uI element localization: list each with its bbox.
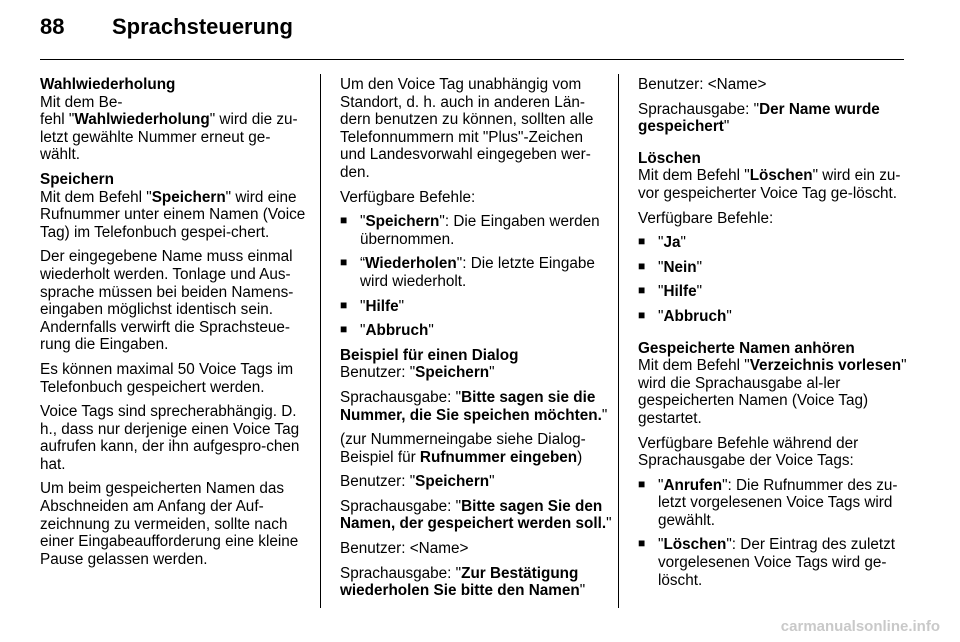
- dialog-line: Sprachausgabe: "Der Name wurde gespeichert": [638, 100, 880, 136]
- command-list: [638, 234, 910, 325]
- list-item: ■ "Abbruch": [638, 308, 910, 326]
- commands-label: Verfügbare Befehle:: [340, 188, 476, 206]
- command-list: [340, 213, 612, 340]
- command: Speichern: [365, 213, 440, 231]
- text: Mit dem Be-: [40, 93, 123, 111]
- prompt: Der Name wurde gespeichert: [638, 100, 880, 136]
- command: Nein: [663, 258, 697, 276]
- column-divider-2: [618, 74, 619, 608]
- dialog-example: Beispiel für einen Dialog Benutzer: "Speichern": [340, 347, 612, 382]
- paragraph: Um den Voice Tag unabhängig vom Standort, d. h. auch in anderen Län-dern benutzen zu können, sollten alle Telefonnummern mit "Plus"-Zeichen und Landesvorwahl eingegeben wer-den.: [340, 76, 594, 181]
- section-loeschen: Löschen Mit dem Befehl "Löschen" wird ein zu-vor gespeicherter Voice Tag ge-löscht.: [638, 150, 910, 203]
- section-anhoeren: Gespeicherte Namen anhören Mit dem Befehl "Verzeichnis vorlesen" wird die Sprachausgabe al-ler gespeicherten Namen (Voice Tag) gestartet.: [638, 340, 910, 428]
- command: Hilfe: [365, 297, 399, 315]
- command: Wahlwiederholung: [74, 111, 210, 129]
- command: Hilfe: [663, 283, 697, 301]
- section-wahlwiederholung: [40, 76, 312, 164]
- dialog-line: Sprachausgabe: "Bitte sagen sie die Nummer, die Sie speichen möchten.": [340, 388, 608, 424]
- dialog-line: Benutzer: "Speichern": [340, 473, 495, 491]
- paragraph: Es können maximal 50 Voice Tags im Telefonbuch gespeichert werden.: [40, 360, 294, 396]
- command: Speichern: [415, 473, 490, 491]
- paragraph: Um beim gespeicherten Namen das Abschneiden am Anfang der Auf-zeichnung zu vermeiden, sollte nach einer Eingabeaufforderung eine kleine Pause gelassen werden.: [40, 480, 299, 568]
- list-item: ■ "Speichern": Die Eingaben werden übernommen.: [340, 213, 612, 248]
- command: Speichern: [151, 188, 226, 206]
- commands-label: Verfügbare Befehle während der Sprachausgabe der Voice Tags:: [638, 434, 859, 470]
- list-item: ■ “Wiederholen": Die letzte Eingabe wird wiederholt.: [340, 255, 612, 290]
- column-2: [340, 76, 612, 607]
- list-item: ■ "Anrufen": Die Rufnummer des zu-letzt vorgelesenen Voice Tags wird gewählt.: [638, 477, 910, 530]
- column-divider-1: [320, 74, 321, 608]
- command: Abbruch: [365, 322, 429, 340]
- command: Abbruch: [663, 307, 727, 325]
- paragraph: Der eingegebene Name muss einmal wiederholt werden. Tonlage und Aus-sprache müssen bei beiden Namens-eingaben möglichst identisch sein. Andernfalls verwirft die Sprachsteue-rung die Eingaben.: [40, 248, 294, 354]
- command: Speichern: [415, 364, 490, 382]
- prompt: Bitte sagen sie die Nummer, die Sie speichen möchten.: [340, 388, 602, 424]
- dialog-line: Sprachausgabe: "Bitte sagen Sie den Namen, der gespeichert werden soll.": [340, 497, 612, 533]
- text: Mit dem Befehl ": [40, 188, 152, 206]
- list-item: ■ "Hilfe": [340, 298, 612, 316]
- paragraph: Voice Tags sind sprecherabhängig. D. h., dass nur derjenige einen Voice Tag aufrufen kann, der ihn aufgespro-chen hat.: [40, 403, 300, 473]
- page-header: [40, 14, 293, 40]
- command: Ja: [663, 234, 681, 252]
- command: Anrufen: [663, 476, 723, 494]
- list-item: ■ "Ja": [638, 234, 910, 252]
- page-number: 88: [40, 14, 65, 39]
- prompt: Zur Bestätigung wiederholen Sie bitte den Namen: [340, 564, 580, 600]
- heading-loeschen: Löschen: [638, 149, 701, 167]
- dialog-line: Benutzer: <Name>: [638, 76, 767, 93]
- list-item: ■ "Abbruch": [340, 322, 612, 340]
- list-item: ■ "Nein": [638, 259, 910, 277]
- list-item: ■ "Löschen": Der Eintrag des zuletzt vorgelesenen Voice Tags wird ge-löscht.: [638, 536, 910, 589]
- command-list: [638, 477, 910, 590]
- text: " wird die zu-: [209, 111, 298, 129]
- dialog-line: (zur Nummerneingabe siehe Dialog-Beispiel für Rufnummer eingeben): [340, 431, 586, 466]
- column-3: [638, 76, 910, 596]
- list-item: ■ "Hilfe": [638, 283, 910, 301]
- prompt: Bitte sagen Sie den Namen, der gespeichert werden soll.: [340, 497, 607, 533]
- text: " wird eine Rufnummer unter einem Namen (Voice Tag) im Telefonbuch gespei-chert.: [40, 188, 306, 241]
- watermark: carmanualsonline.info: [780, 618, 940, 635]
- dialog-line: Sprachausgabe: "Zur Bestätigung wiederholen Sie bitte den Namen": [340, 564, 586, 600]
- heading-wahlwiederholung: Wahlwiederholung: [40, 76, 176, 93]
- text: fehl ": [40, 111, 75, 129]
- text: letzt gewählte Nummer erneut ge-: [40, 128, 271, 146]
- command: Löschen: [663, 536, 727, 554]
- header-rule: [40, 59, 904, 60]
- page-title: Sprachsteuerung: [112, 14, 293, 39]
- section-speichern: [40, 171, 312, 241]
- column-1: [40, 76, 312, 575]
- command: Verzeichnis vorlesen: [749, 357, 902, 375]
- heading-speichern: Speichern: [40, 170, 114, 188]
- heading-anhoeren: Gespeicherte Namen anhören: [638, 339, 855, 357]
- command: Wiederholen: [365, 255, 457, 273]
- text: wählt.: [40, 146, 80, 164]
- dialog-line: Benutzer: <Name>: [340, 540, 469, 558]
- reference: Rufnummer eingeben: [419, 448, 578, 466]
- heading-dialog: Beispiel für einen Dialog: [340, 346, 519, 364]
- commands-label: Verfügbare Befehle:: [638, 209, 774, 227]
- command: Löschen: [749, 167, 813, 185]
